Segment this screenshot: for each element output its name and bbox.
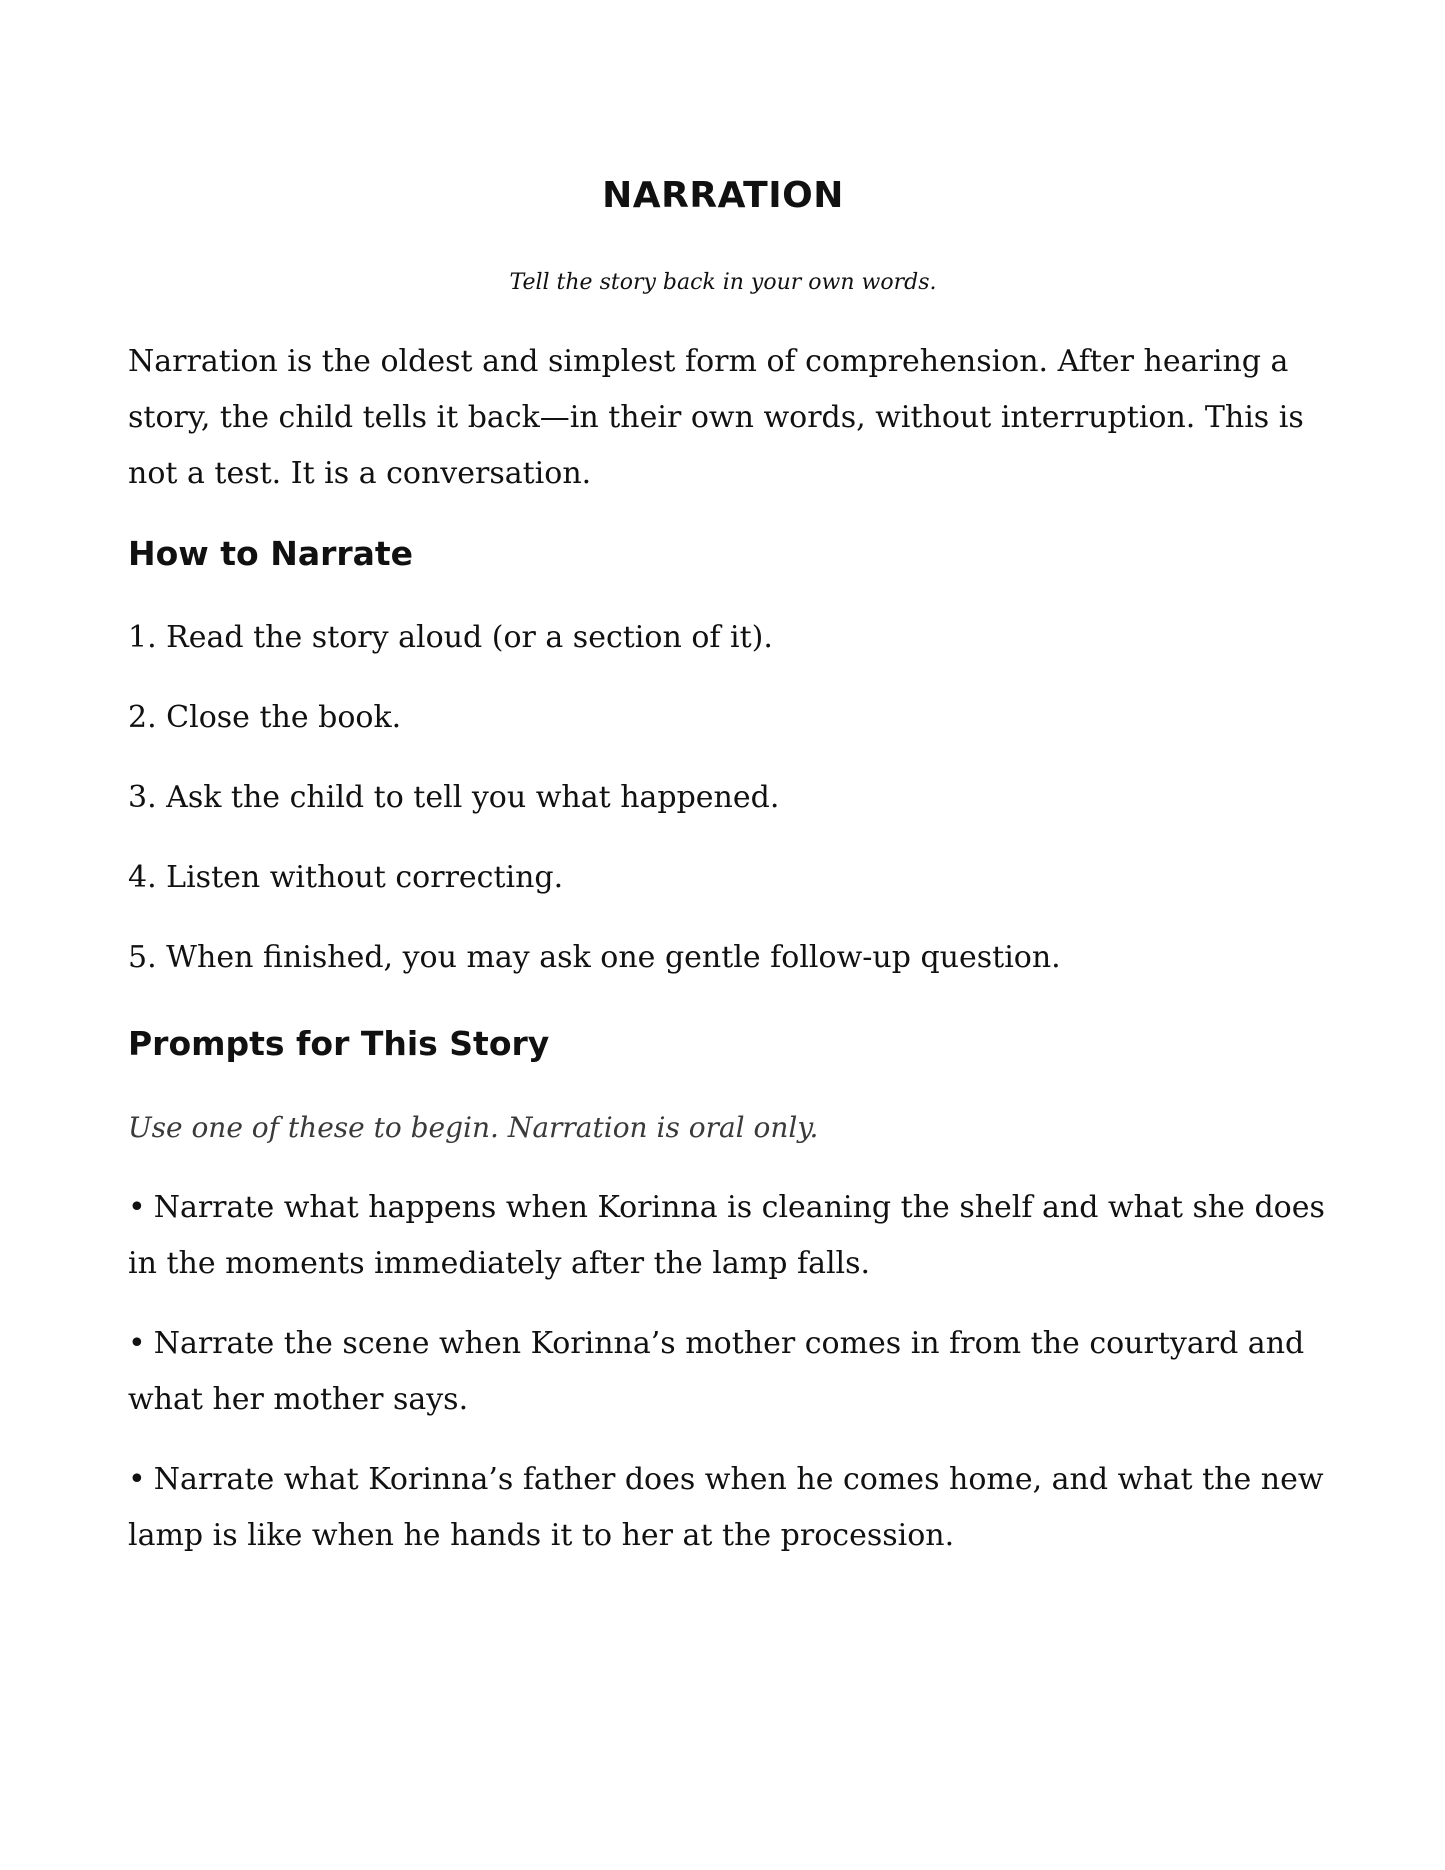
steps-list [128,616,1323,1016]
prompt-text: Narrate what happens when Korinna is cleaning the shelf and what she does in the moments immediately after the lamp falls. [128,1190,1325,1281]
step-item: 3. Ask the child to tell you what happened. [128,780,780,815]
prompt-text: Narrate what Korinna’s father does when he comes home, and what the new lamp is like when he hands it to her at the procession. [128,1462,1324,1553]
page-subtitle: Tell the story back in your own words. [509,270,937,295]
step-item: 5. When finished, you may ask one gentle follow-up question. [128,940,1061,975]
step-item: 1. Read the story aloud (or a section of it). [128,620,773,655]
prompt-item [128,1452,1328,1564]
step-item: 2. Close the book. [128,700,402,735]
prompts-heading: Prompts for This Story [128,1024,550,1063]
bullet-marker: • [128,1326,146,1361]
prompts-note: Use one of these to begin. Narration is oral only. [128,1111,819,1144]
intro-paragraph: Narration is the oldest and simplest form of comprehension. After hearing a story, the child tells it back—in their own words, without interruption. This is not a test. It is a conversation. [128,344,1304,491]
bullet-marker: • [128,1190,146,1225]
prompt-text: Narrate the scene when Korinna’s mother comes in from the courtyard and what her mother says. [128,1326,1305,1417]
prompts-list [128,1180,1328,1588]
how-to-narrate-heading: How to Narrate [128,534,414,573]
prompt-item [128,1316,1328,1428]
bullet-marker: • [128,1462,146,1497]
step-item: 4. Listen without correcting. [128,860,564,895]
prompt-item [128,1180,1328,1292]
page-title: NARRATION [602,175,844,216]
